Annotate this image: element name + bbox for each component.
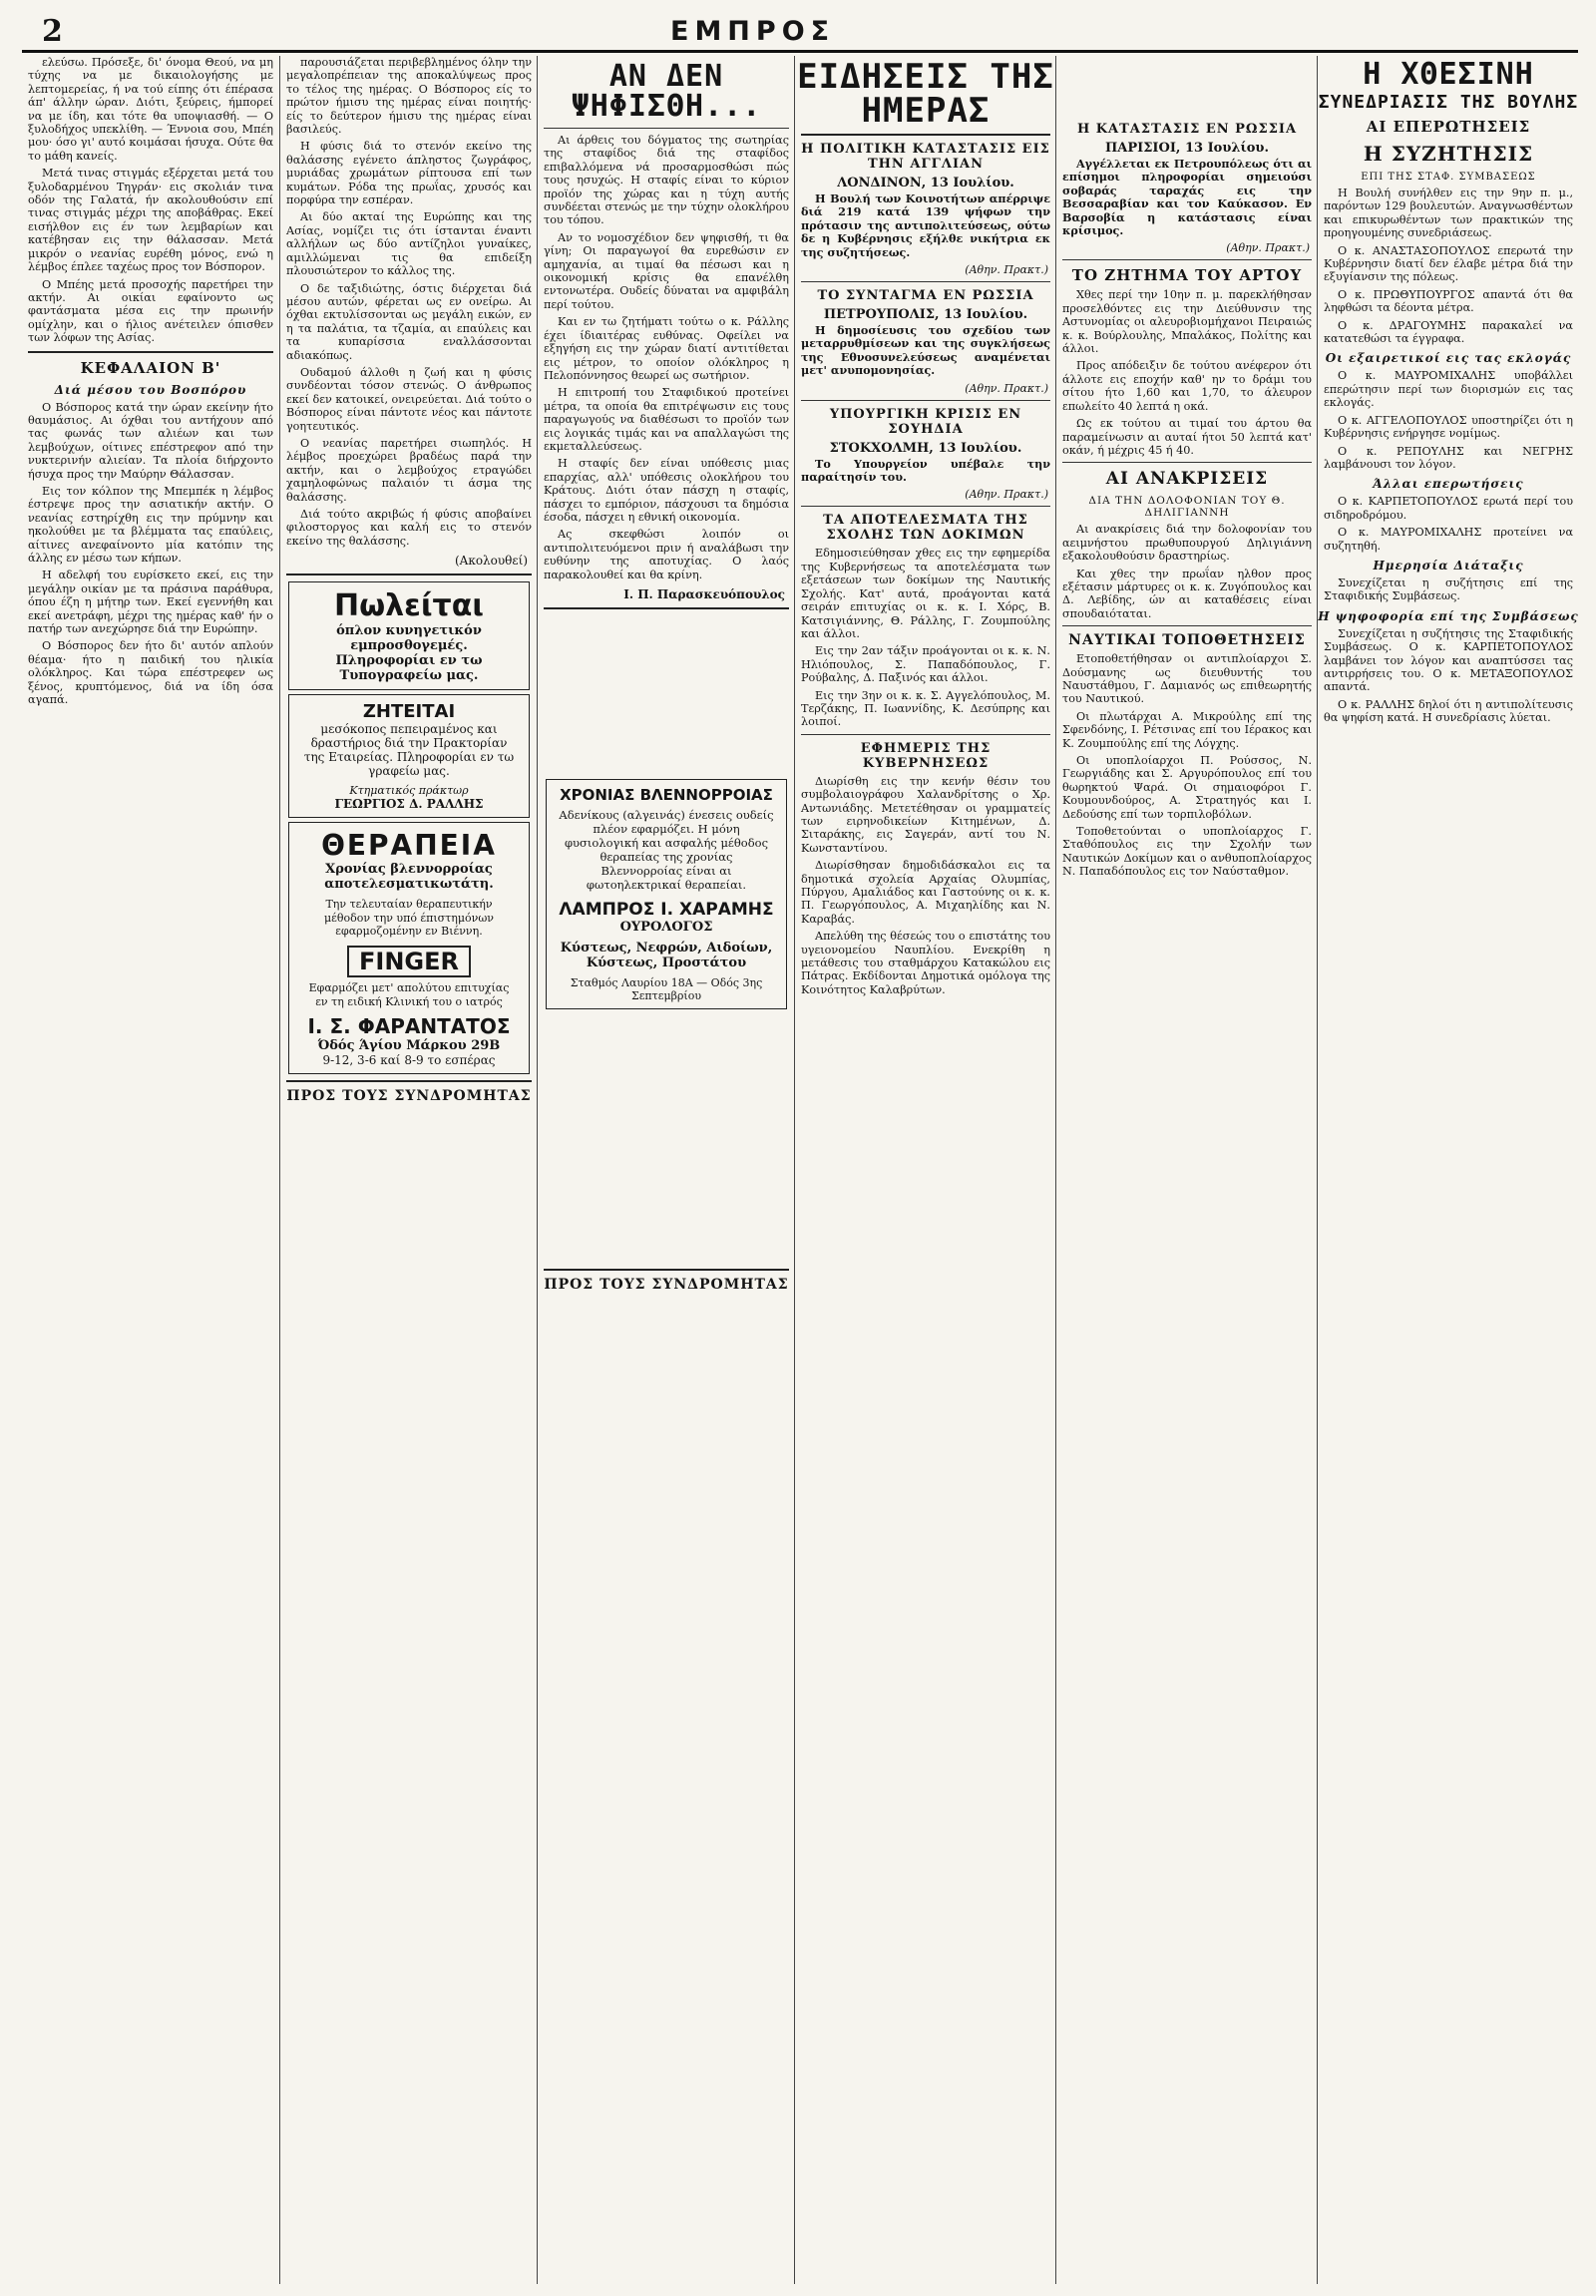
ad-subhead: Κτηματικός πράκτωρ (349, 784, 469, 798)
subscribers-heading: ΠΡΟΣ ΤΟΥΣ ΣΥΝΔΡΟΜΗΤΑΣ (286, 1088, 532, 1105)
section-title: Ημερησία Διάταξις (1373, 558, 1524, 573)
paragraph: Οι πλωτάρχαι Α. Μικρούλης επί της Σφενδόνης, Ι. Ρέτσινας επί του Ιέρακος και Κ. Ζουμπούλης επί της Λόγχης. (1062, 709, 1312, 750)
paragraph: Ετοποθετήθησαν οι αντιπλοίαρχοι Σ. Δούσμανης ως διευθυντής του Ναυστάθμου, Γ. Δαμιανός ως επιθεωρητής του Ναυτικού. (1062, 652, 1312, 706)
headline-spacer (1056, 56, 1318, 116)
columns (22, 56, 1578, 2284)
divider (1062, 259, 1312, 260)
section-title: Η ΣΥΖΗΤΗΣΙΣ (1363, 142, 1534, 166)
author-signature: Ι. Π. Παρασκευόπουλος (623, 587, 785, 601)
paragraph: Εδημοσιεύθησαν χθες εις την εφημερίδα της Κυβερνήσεως τα αποτελέσματα των εξετάσεων των δοκίμων της Ναυτικής Σχολής. Κατ' αυτά, προάγονται κατά σειράν επιτυχίας οι κ. κ. Ι. Χόρς, Β. Κατσιγιάννης, Θ. Ράλλης, Γ. Ζουμπούλης και άλλοι. (801, 547, 1050, 640)
column-4 (794, 56, 1056, 2284)
paragraph: παρουσιάζεται περιβεβλημένος όλην την μεγαλοπρέπειαν της αποκαλύψεως προς το τέλος της ημέρας. Ο Βόσπορος είς το πρώτον ήμισυ της ημέρας είναι ποιητής· είς το δεύτερον ήμισυ της ημέρας είναι βασιλεύς. (286, 56, 532, 137)
paragraph: ελεύσω. Πρόσεξε, δι' όνομα Θεού, να μη τύχης να με δικαιολογήσης με λεπτομερείας, ή να τού είπης ότι έπέρασα άπ' άλλην ώραν. Διότι, ξεύρεις, ήμπορεί να με ίδη, και τότε θα υποψιασθή. — Ο ξυλοδήχος υπεκλίθη. — Έννοια σου, Μπέη μου· όσο γι' αυτό κοιμάσαι ήσυχα. Ούτε θα το μάθη κανείς. (28, 56, 273, 163)
paragraph: Ο νεανίας παρετήρει σιωπηλός. Η λέμβος προεχώρει βραδέως παρά την ακτήν, και ο λεμβούχος ετραγώδει χαμηλοφώνως παλαιόν τι άσμα της θαλάσσης. (286, 436, 532, 504)
section-subtitle: ΕΠΙ ΤΗΣ ΣΤΑΦ. ΣΥΜΒΑΣΕΩΣ (1361, 172, 1536, 183)
paragraph: Διά τούτο ακριβώς ή φύσις αποβαίνει φιλοστοργος και καλή εις το στενόν εκείνο της θαλάσσης. (286, 508, 532, 548)
paragraph: Αν το νομοσχέδιον δεν ψηφισθή, τι θα γίνη; Οι παραγωγοί θα ευρεθώσιν εν αμηχανία, αι τιμαί θα πέσωσι και η οικονομική κρίσις θα επανέλθη εντονωτέρα. Ουδείς δύναται να αμφιβάλη περί τούτου. (544, 230, 789, 311)
paragraph: Ο Βόσπορος κατά την ώραν εκείνην ήτο θαυμάσιος. Αι όχθαι του αντήχουν από τας φωνάς των αλιέων και των λεμβούχων, οίτινες επέστρεφον από την νυκτερινήν αλιείαν. Τα πλοία διήρχοντο ήσυχα προς την Μαύρην Θάλασσαν. (28, 400, 273, 481)
paragraph: Ο κ. ΠΡΩΘΥΠΟΥΡΓΟΣ απαντά ότι θα ληφθώσι τα δέοντα μέτρα. (1324, 287, 1573, 315)
section-text (1062, 652, 1312, 879)
ad-hours: 9-12, 3-6 καί 8-9 το εσπέρας (322, 1053, 496, 1068)
paragraph: Συνεχίζεται η συζήτησις επί της Σταφιδικής Συμβάσεως. (1324, 575, 1573, 603)
paragraph: Διωρίσθη εις την κενήν θέσιν του συμβολαιογράφου Χαλανδρίτσης ο Χρ. Αντωνιάδης. Μετετέθησαν οι γραμματείς των ειρηνοδικείων Κιτημένων, Δ. Σιταράκης, εις Σαγεράν, αντί του Ν. Κωνσταντίνου. (801, 774, 1050, 855)
section-title: ΑΙ ΕΠΕΡΩΤΗΣΕΙΣ (1366, 118, 1531, 136)
ad-subtitle: Χρονίας βλεννορροίας αποτελεσματικωτάτη. (324, 862, 494, 893)
divider (544, 128, 789, 129)
paragraph: Εις την 3ην οι κ. κ. Σ. Αγγελόπουλος, Μ. Τερζάκης, Π. Ιωαννίδης, Κ. Δεσύπρης και λοιποί. (801, 688, 1050, 729)
ad-brand: FINGER (347, 946, 471, 977)
ad-text: Εφαρμόζει μετ' απολύτου επιτυχίας εν τη ειδική Κλινική του ο ιατρός (308, 981, 510, 1008)
dateline: ΠΕΤΡΟΥΠΟΛΙΣ, 13 Ιουλίου. (823, 307, 1028, 323)
paragraph: Αι άρθεις του δόγματος της σωτηρίας της σταφίδος διά της σταφίδος επιβαλλόμενα νά προσαρμοσθώσι πώς τους ησυχώς. Η σταφίς είναι το κύριον προϊόν της χώρας και η τύχη αυτής συνδέεται στενώς με την τύχην ολοκλήρου του τόπου. (544, 134, 789, 227)
paragraph: Χθες περί την 10ην π. μ. παρεκλήθησαν προσελθόντες εις την Διεύθυνσιν της Αστυνομίας οι αλευροβιομήχανοι Πειραιώς κ. κ. Βούρλουλης, Μπαλάκος, Πολίτης και άλλοι. (1062, 288, 1312, 356)
paragraph: Ας σκεφθώσι λοιπόν οι αντιπολιτευόμενοι πριν ή αναλάβωσι την ευθύνην της αποτυχίας. Ο λαός παρακολουθεί και θα κρίνη. (544, 528, 789, 581)
news-source: (Αθην. Πρακτ.) (965, 381, 1048, 395)
section-title: Άλλαι επερωτήσεις (1373, 477, 1524, 492)
section-title: ΤΟ ΣΥΝΤΑΓΜΑ ΕΝ ΡΩΣΣΙΑ (817, 288, 1034, 304)
section-title: ΥΠΟΥΡΓΙΚΗ ΚΡΙΣΙΣ ΕΝ ΣΟΥΗΔΙΑ (829, 406, 1022, 437)
section-text (1324, 576, 1573, 603)
paragraph: Συνεχίζεται η συζήτησις της Σταφιδικής Συμβάσεως. Ο κ. ΚΑΡΠΕΤΟΠΟΥΛΟΣ λαμβάνει τον λόγον και αναπτύσσει τας αντιρρήσεις του. Ο κ. ΜΕΤΑΞΟΠΟΥΛΟΣ απαντά. (1324, 626, 1573, 694)
news-source: (Αθην. Πρακτ.) (1226, 241, 1310, 255)
headline-sub: ΣΥΝΕΔΡΙΑΣΙΣ ΤΗΣ ΒΟΥΛΗΣ (1318, 92, 1579, 113)
section-text (1062, 288, 1312, 457)
continued-note: (Ακολουθεί) (454, 554, 528, 569)
chapter-subtitle: Διά μέσου του Βοσπόρου (54, 382, 247, 397)
section-text (1324, 495, 1573, 553)
ad-title: ΘΕΡΑΠΕΙΑ (321, 829, 497, 863)
ad-doctor-name: Ι. Σ. ΦΑΡΑΝΤΑΤΟΣ (307, 1014, 511, 1039)
ad-text: Αδενίκους (αλγεινάς) ένεσεις ουδείς πλέον εφαρμόζει. Η μόνη φυσιολογική και ασφαλής μέθοδος θεραπείας της χρονίας Βλεννορροίας είναι αι φωτοηλεκτρικαί θεραπείαι. (559, 808, 774, 892)
divider (286, 1080, 532, 1082)
section-title: ΝΑΥΤΙΚΑΙ ΤΟΠΟΘΕΤΗΣΕΙΣ (1068, 632, 1306, 649)
paragraph: Ο Βόσπορος δεν ήτο δι' αυτόν απλούν θέαμα· ήτο η παιδική του ηλικία ολόκληρος. Και τώρα επέστρεφεν ως ξένος, κρυπτόμενος, διά να ίδη όσα αγαπά. (28, 639, 273, 707)
section-text (1324, 187, 1573, 345)
divider (28, 351, 273, 353)
paper-name: ΕΜΠΡΟΣ (670, 16, 836, 47)
paragraph: Ο κ. ΡΑΛΛΗΣ δηλοί ότι η αντιπολίτευσις θα ψηφίση κατά. Η συνεδρίασις λύεται. (1324, 697, 1573, 725)
news-source: (Αθην. Πρακτ.) (965, 263, 1048, 277)
column-3 (537, 56, 795, 2284)
paragraph: Διωρίσθησαν δημοδιδάσκαλοι εις τα δημοτικά σχολεία Αρχαίας Ολυμπίας, Πύργου, Αμαλιάδος και Γαστούνης οι κ. κ. Π. Γεωργόπουλος, Α. Μιχαηλίδης και Ν. Καραβάς. (801, 859, 1050, 926)
section-subtitle: ΔΙΑ ΤΗΝ ΔΟΛΟΦΟΝΙΑΝ ΤΟΥ Θ. ΔΗΛΙΓΙΑΝΝΗ (1088, 495, 1286, 520)
section-text (801, 775, 1050, 997)
ad-title: Πωλείται (334, 588, 484, 624)
section-title: Η ΠΟΛΙΤΙΚΗ ΚΑΤΑΣΤΑΣΙΣ ΕΙΣ ΤΗΝ ΑΓΓΛΙΑΝ (801, 142, 1050, 172)
ad-urology (546, 779, 787, 1009)
ad-text: Την τελευταίαν θεραπευτικήν μέθοδον την υπό έπιστημόνων εφαρμοζομένην εν Βιέννη. (324, 898, 494, 939)
paragraph: Μετά τινας στιγμάς εξέρχεται μετά του ξυλοδαρμένου Τηγράν· εις σκολιάν τινα οδόν της Γαλατά, ήν ακολουθούσιν επί τινας στιγμάς μέχρι της αποβάθρας. Εκεί εισήλθον εις έν των λεμβαρίων και κατέβησαν εις την θάλασσαν. Μετά μικρόν ο νεανίας ευρέθη μόνος, ενώ η λέμβος έπλεε ταχέως προς τον Βόσπορον. (28, 167, 273, 274)
col1-chapter-text (28, 401, 273, 707)
paragraph: Η Βουλή συνήλθεν εις την 9ην π. μ., παρόντων 129 βουλευτών. Αναγνωσθέντων και επικυρωθέντων των πρακτικών της προηγουμένης συνεδριάσεως. (1324, 187, 1573, 240)
paragraph: Το Υπουργείον υπέβαλε την παραίτησίν του. (801, 456, 1050, 485)
divider (1062, 462, 1312, 463)
paragraph: Ουδαμού άλλοθι η ζωή και η φύσις συνδέονται τόσον στενώς. Ο άνθρωπος εκεί δεν κατοικεί, ονειρεύεται. Διά τούτο ο Βόσπορος είναι πάντοτε νέος και πάντοτε γοητευτικός. (286, 365, 533, 433)
paragraph: Η επιτροπή του Σταφιδικού προτείνει μέτρα, τα οποία θα επιτρέψωσιν εις τους παραγωγούς να διαθέσωσι το προϊόν των εις λογικάς τιμάς και να απαλλαγώσι της εκμεταλλεύσεως. (544, 386, 789, 453)
paragraph: Ο κ. ΡΕΠΟΥΛΗΣ και ΝΕΓΡΗΣ λαμβάνουσι τον λόγον. (1324, 444, 1573, 471)
paragraph: Και χθες την πρωΐαν ηλθον προς εξέτασιν μάρτυρες οι κ. κ. Ζυγόπουλος και Δ. Λεβίδης, ών αι καταθέσεις είναι σπουδαιόταται. (1062, 567, 1312, 620)
dateline: ΣΤΟΚΧΟΛΜΗ, 13 Ιουλίου. (829, 440, 1022, 456)
paragraph: Η δημοσίευσις του σχεδίου των μεταρρυθμίσεων και της συγκλήσεως της Εθνοσυνελεύσεως αναμένεται μετ' ανυπομονησίας. (801, 323, 1050, 378)
section-text (1062, 158, 1312, 237)
paragraph: Ο κ. ΔΡΑΓΟΥΜΗΣ παρακαλεί να κατατεθώσι τα έγγραφα. (1324, 318, 1573, 346)
ad-text: όπλον κυνηγετικόν εμπροσθογεμές. Πληροφορίαι εν τω Τυπογραφείω μας. (335, 623, 483, 684)
section-text (1324, 627, 1573, 725)
ad-therapy (288, 822, 530, 1074)
ad-title: ΖΗΤΕΙΤΑΙ (362, 701, 456, 723)
headline: Η ΧΘΕΣΙΝΗ (1363, 57, 1534, 92)
paragraph: Οι υποπλοίαρχοι Π. Ρούσσος, Ν. Γεωργιάδης και Σ. Αργυρόπουλος επί του θωρηκτού Ψαρά. Οι σημαιοφόροι Γ. Κουμουνδούρος, Α. Στρατηγός και Ι. Δεδούσης επί των τορπιλοβόλων. (1062, 754, 1312, 821)
paragraph: Αι ανακρίσεις διά την δολοφονίαν του αειμνήστου πρωθυπουργού Δηλιγιάννη εξακολουθούσιν δραστηρίως. (1062, 523, 1312, 564)
column-5 (1055, 56, 1318, 2284)
section-title: ΤΑ ΑΠΟΤΕΛΕΣΜΑΤΑ ΤΗΣ ΣΧΟΛΗΣ ΤΩΝ ΔΟΚΙΜΩΝ (823, 513, 1028, 544)
paragraph: Προς απόδειξιν δε τούτου ανέφερον ότι άλλοτε εις εποχήν καθ' ην το δράμι του σίτου ήτο 1,60 και 1,70, το άλευρον επωλείτο 40 λεπτά η οκά. (1062, 359, 1312, 413)
divider (801, 134, 1050, 136)
ad-title: ΧΡΟΝΙΑΣ ΒΛΕΝΝΟΡΡΟΙΑΣ (560, 786, 773, 804)
ad-for-sale (288, 581, 530, 690)
section-title: ΑΙ ΑΝΑΚΡΙΣΕΙΣ (1105, 469, 1269, 490)
paragraph: Ο κ. ΑΝΑΣΤΑΣΟΠΟΥΛΟΣ επερωτά την Κυβέρνησιν διατί δεν έλαβε μέτρα διά την εξυγίανσιν της πόλεως. (1324, 243, 1573, 284)
dateline: ΛΟΝΔΙΝΟΝ, 13 Ιουλίου. (837, 176, 1014, 191)
divider (1062, 625, 1312, 626)
ad-text: Κύστεως, Νεφρών, Αιδοίων, Κύστεως, Προστάτου (560, 941, 773, 970)
divider (286, 574, 532, 575)
ad-name: ΓΕΩΡΓΙΟΣ Δ. ΡΑΛΛΗΣ (334, 797, 484, 812)
column-2 (279, 56, 538, 2284)
paragraph: Και εν τω ζητήματι τούτω ο κ. Ράλλης έχει ίδιαιτέρας ευθύνας. Οφείλει να εξηγήση εις την χώραν διατί αντιτίθεται εις μέτρον, το οποίον ολόκληρος η Πελοπόννησος θεωρεί ως σωτήριον. (544, 315, 789, 382)
paragraph: Εις τον κόλπον της Μπεμπέκ η λέμβος έστρεψε προς την ασιατικήν ακτήν. Ο νεανίας εστηρίχθη εις την πρύμνην και ηκολούθει με τα βλέμματα τας επαύλεις, αίτινες ανεφαίνοντο μία κατόπιν της άλλης εν μέσω των κήπων. (28, 484, 273, 565)
paragraph: Τοποθετούνται ο υποπλοίαρχος Γ. Σταθόπουλος εις την Σχολήν των Ναυτικών Δοκίμων και ο ανθυποπλοίαρχος Ν. Παπαδόπουλος εις τον Ναύσταθμον. (1062, 825, 1312, 879)
subscribers-heading: ΠΡΟΣ ΤΟΥΣ ΣΥΝΔΡΟΜΗΤΑΣ (544, 1277, 789, 1293)
col1-text (28, 56, 273, 345)
paragraph: Η αδελφή του ευρίσκετο εκεί, εις την μεγάλην οικίαν με τα πράσινα παράθυρα, όπου έζη η μήτηρ των. Εκεί εγεννήθη και εκεί ανετράφη, μέχρι της ημέρας καθ' ήν ο πατήρ των ανεχώρησε διά την Ευρώπην. (28, 569, 273, 636)
col2-text (286, 56, 532, 548)
newspaper-page (22, 10, 1578, 2284)
paragraph: Η φύσις διά το στενόν εκείνο της θαλάσσης εγένετο άπληστος ζωγράφος, μυριάδας χρωμάτων ρίπτουσα επί των κυμάτων. Ρόδα της πρωΐας, χρυσός και πορφύρα την εσπέραν. (286, 140, 532, 207)
ad-doctor-name: ΛΑΜΠΡΟΣ Ι. ΧΑΡΑΜΗΣ (559, 900, 774, 920)
section-text (801, 458, 1050, 485)
section-title: Η ΚΑΤΑΣΤΑΣΙΣ ΕΝ ΡΩΣΣΙΑ (1076, 122, 1298, 137)
divider (544, 607, 789, 609)
ad-address: Όδός Άγίου Μάρκου 29Β (317, 1038, 501, 1054)
paragraph: Η Βουλή των Κοινοτήτων απέρριψε διά 219 κατά 139 ψήφων την πρότασιν της αντιπολιτεύσεως, ούτω δε η Κυβέρνησις εξήλθε νικήτρια εκ της συζητήσεως. (801, 191, 1050, 259)
paragraph: Ο κ. ΚΑΡΠΕΤΟΠΟΥΛΟΣ ερωτά περί του σιδηροδρόμου. (1324, 495, 1573, 522)
headline: ΕΙΔΗΣΕΙΣ ΤΗΣ ΗΜΕΡΑΣ (797, 57, 1054, 131)
ad-address: Σταθμός Λαυρίου 18Α — Οδός 3ης Σεπτεμβρίου (570, 976, 763, 1002)
paragraph: Ο κ. ΜΑΥΡΟΜΙΧΑΛΗΣ υποβάλλει επερώτησιν περί των διορισμών εις τας εκλογάς. (1324, 369, 1573, 410)
paragraph: Ο κ. ΜΑΥΡΟΜΙΧΑΛΗΣ προτείνει να συζητηθή. (1324, 526, 1573, 553)
ad-specialty: ΟΥΡΟΛΟΓΟΣ (619, 920, 713, 935)
ad-wanted (288, 694, 530, 818)
section-title: Η ψηφοφορία επί της Συμβάσεως (1318, 608, 1579, 623)
divider (544, 1269, 789, 1271)
divider (801, 281, 1050, 282)
section-title: ΕΦΗΜΕΡΙΣ ΤΗΣ ΚΥΒΕΡΝΗΣΕΩΣ (860, 740, 992, 771)
paragraph: Απελύθη της θέσεώς του ο επιστάτης του υγειονομείου Ναυπλίου. Ενεκρίθη η μετάθεσις του σταθμάρχου Κατακώλου εις Πάτρας. Εκδίδονται Δημοτικά ομόλογα της Κοινότητος Καλαβρύτων. (801, 930, 1050, 996)
section-title: ΤΟ ΖΗΤΗΜΑ ΤΟΥ ΑΡΤΟΥ (1071, 266, 1303, 285)
chapter-title: ΚΕΦΑΛΑΙΟΝ Β' (80, 358, 221, 377)
paragraph: Αγγέλλεται εκ Πετρουπόλεως ότι αι επίσημοι πληροφορίαι σημειούσι σοβαράς ταραχάς εις την Βεσσαραβίαν και τον Καύκασον. Εν Βαρσοβία η κατάστασις είναι κρίσιμος. (1062, 157, 1312, 238)
column-6 (1317, 56, 1579, 2284)
section-text (1324, 369, 1573, 471)
section-text (801, 192, 1050, 259)
ad-text: μεσόκοπος πεπειραμένος και δραστήριος διά την Πρακτορίαν της Εταιρείας. Πληροφορίαι εν τω γραφείω μας. (303, 722, 515, 779)
divider (801, 400, 1050, 401)
paragraph: Ο Μπέης μετά προσοχής παρετήρει την ακτήν. Αι οικίαι εφαίνοντο ως φαντάσματα μέσα εις την πρωινήν ομίχλην, και ο ήλιος ανέτειλεν όπισθεν των λόφων της Ασίας. (28, 277, 273, 345)
page-number: 2 (42, 14, 63, 49)
divider (801, 734, 1050, 735)
paragraph: Ο δε ταξιδιώτης, όστις διέρχεται διά μέσου αυτών, φέρεται ως εν ονείρω. Αι όχθαι εκτυλίσσονται ως μεγάλη εικών, εν η τα παλάτια, τα τζαμία, αι επαύλεις και τα κυπαρίσσια εναλλάσσονται αδιακόπως. (286, 281, 532, 362)
paragraph: Εις την 2αν τάξιν προάγονται οι κ. κ. Ν. Ηλιόπουλος, Σ. Παπαδόπουλος, Γ. Ρούβαλης, Δ. Παξινός και άλλοι. (801, 644, 1050, 685)
headline: ΑΝ ΔΕΝ ΨΗΦΙΣΘΗ... (571, 59, 762, 124)
section-text (1062, 523, 1312, 620)
section-text (801, 547, 1050, 728)
paragraph: Αι δύο ακταί της Ευρώπης και της Ασίας, νομίζει τις ότι ίστανται έναντι αλλήλων ως δύο αντίζηλοι γυναίκες, αμιλλώμεναι τις θα επιδείξη πλουσιώτερον το κάλλος της. (286, 210, 532, 278)
section-title: Οι εξαιρετικοί εις τας εκλογάς (1325, 351, 1572, 366)
column-1 (22, 56, 279, 2284)
news-source: (Αθην. Πρακτ.) (965, 488, 1048, 502)
paragraph: Ως εκ τούτου αι τιμαί του άρτου θα παραμείνωσιν αι αυταί ήτοι 50 λεπτά κατ' οκάν, ή μέχρις 45 ή 40. (1062, 417, 1312, 457)
paragraph: Η σταφίς δεν είναι υπόθεσις μιας επαρχίας, αλλ' υπόθεσις ολοκλήρου του Κράτους. Διότι όταν πάσχη η σταφίς, πάσχει το εμπόριον, πάσχουσι τα δημόσια έσοδα, πάσχει η εθνική οικονομία. (544, 457, 789, 524)
paragraph: Ο κ. ΑΓΓΕΛΟΠΟΥΛΟΣ υποστηρίζει ότι η Κυβέρνησις ενήργησε νομίμως. (1324, 413, 1573, 441)
masthead (22, 10, 1578, 53)
section-text (801, 324, 1050, 378)
divider (801, 506, 1050, 507)
col3-text (544, 134, 789, 581)
dateline: ΠΑΡΙΣΙΟΙ, 13 Ιουλίου. (1105, 141, 1269, 156)
